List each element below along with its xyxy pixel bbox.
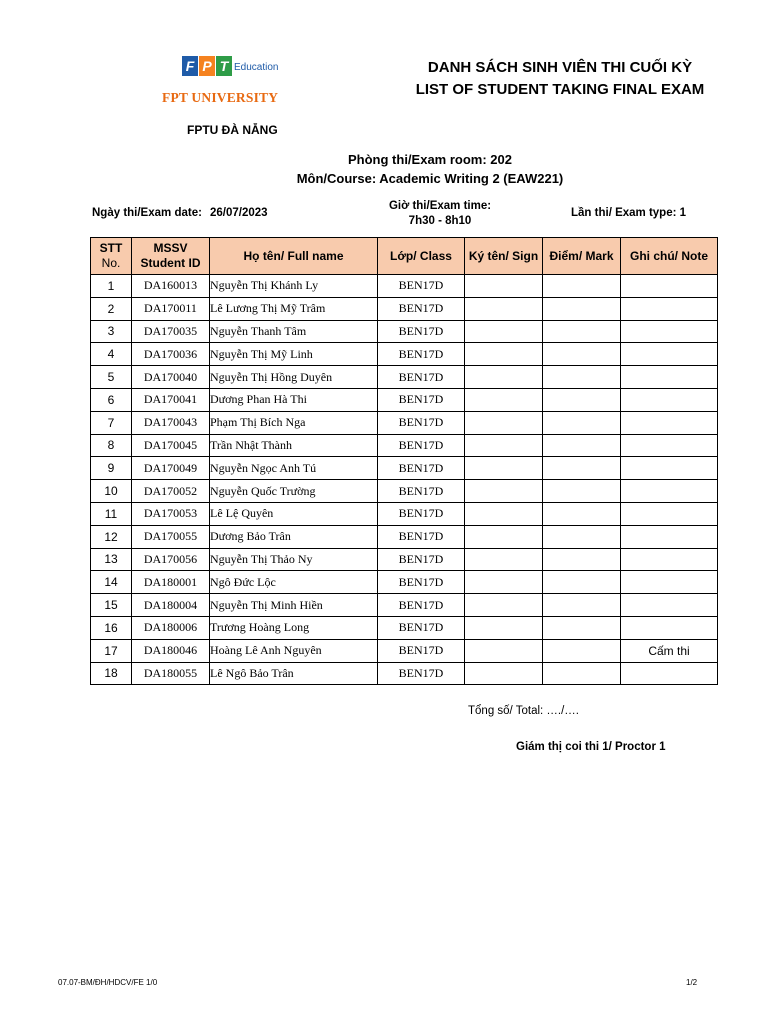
row-no-cell: 10 — [91, 480, 132, 503]
row-student-id-cell: DA170056 — [132, 548, 210, 571]
fpt-logo-blocks — [182, 56, 233, 78]
row-class-cell: BEN17D — [378, 480, 465, 503]
row-sign-cell — [465, 366, 543, 389]
row-student-id-cell: DA170040 — [132, 366, 210, 389]
col-header-full-name: Họ tên/ Full name — [210, 238, 378, 275]
row-mark-cell — [543, 662, 621, 685]
row-sign-cell — [465, 275, 543, 298]
row-note-cell — [621, 594, 718, 617]
row-no-cell: 5 — [91, 366, 132, 389]
row-note-cell — [621, 366, 718, 389]
table-row — [91, 320, 718, 343]
row-mark-cell — [543, 616, 621, 639]
row-note-cell — [621, 616, 718, 639]
row-note-cell — [621, 343, 718, 366]
row-student-id-cell: DA180001 — [132, 571, 210, 594]
table-row — [91, 616, 718, 639]
row-class-cell: BEN17D — [378, 502, 465, 525]
row-full-name-cell: Hoàng Lê Anh Nguyên — [210, 639, 378, 662]
row-mark-cell — [543, 434, 621, 457]
row-full-name-cell: Lê Lương Thị Mỹ Trâm — [210, 297, 378, 320]
row-sign-cell — [465, 525, 543, 548]
row-full-name-cell: Phạm Thị Bích Nga — [210, 411, 378, 434]
title-english: LIST OF STUDENT TAKING FINAL EXAM — [415, 81, 705, 98]
logo-block-f: F — [182, 56, 198, 76]
table-row — [91, 662, 718, 685]
row-class-cell: BEN17D — [378, 343, 465, 366]
table-row — [91, 343, 718, 366]
course-name: Môn/Course: Academic Writing 2 (EAW221) — [296, 171, 564, 186]
row-no-cell: 12 — [91, 525, 132, 548]
row-full-name-cell: Lê Lệ Quyên — [210, 502, 378, 525]
row-no-cell: 7 — [91, 411, 132, 434]
table-row — [91, 411, 718, 434]
row-student-id-cell: DA180046 — [132, 639, 210, 662]
exam-time-label: Giờ thi/Exam time: — [388, 200, 492, 212]
row-sign-cell — [465, 457, 543, 480]
row-class-cell: BEN17D — [378, 434, 465, 457]
row-full-name-cell: Nguyễn Ngọc Anh Tú — [210, 457, 378, 480]
exam-room: Phòng thi/Exam room: 202 — [348, 152, 512, 167]
proctor-signature-label: Giám thị coi thi 1/ Proctor 1 — [516, 741, 666, 753]
table-row — [91, 388, 718, 411]
row-no-cell: 3 — [91, 320, 132, 343]
row-class-cell: BEN17D — [378, 366, 465, 389]
row-no-cell: 16 — [91, 616, 132, 639]
row-sign-cell — [465, 343, 543, 366]
row-student-id-cell: DA170036 — [132, 343, 210, 366]
row-full-name-cell: Nguyễn Thị Khánh Ly — [210, 275, 378, 298]
row-class-cell: BEN17D — [378, 411, 465, 434]
row-full-name-cell: Trương Hoàng Long — [210, 616, 378, 639]
table-row — [91, 297, 718, 320]
col-header-class: Lớp/ Class — [378, 238, 465, 275]
logo-block-p: P — [199, 56, 215, 76]
row-mark-cell — [543, 275, 621, 298]
student-table — [90, 237, 718, 685]
row-note-cell — [621, 320, 718, 343]
row-note-cell — [621, 411, 718, 434]
row-note-cell — [621, 662, 718, 685]
row-class-cell: BEN17D — [378, 548, 465, 571]
table-row — [91, 525, 718, 548]
row-note-cell — [621, 457, 718, 480]
row-student-id-cell: DA180006 — [132, 616, 210, 639]
campus-name: FPTU ĐÀ NẴNG — [187, 123, 278, 137]
row-class-cell: BEN17D — [378, 639, 465, 662]
row-mark-cell — [543, 594, 621, 617]
table-row — [91, 275, 718, 298]
row-sign-cell — [465, 480, 543, 503]
row-mark-cell — [543, 366, 621, 389]
row-sign-cell — [465, 502, 543, 525]
row-class-cell: BEN17D — [378, 525, 465, 548]
total-count: Tổng số/ Total: …./…. — [468, 705, 580, 717]
row-mark-cell — [543, 571, 621, 594]
table-row — [91, 480, 718, 503]
row-mark-cell — [543, 639, 621, 662]
row-mark-cell — [543, 548, 621, 571]
row-student-id-cell: DA170055 — [132, 525, 210, 548]
row-mark-cell — [543, 320, 621, 343]
row-student-id-cell: DA170053 — [132, 502, 210, 525]
exam-time-value: 7h30 - 8h10 — [408, 215, 472, 227]
row-full-name-cell: Nguyễn Thanh Tâm — [210, 320, 378, 343]
row-no-cell: 6 — [91, 388, 132, 411]
row-full-name-cell: Lê Ngô Bảo Trân — [210, 662, 378, 685]
row-sign-cell — [465, 571, 543, 594]
row-student-id-cell: DA170041 — [132, 388, 210, 411]
table-header-row — [91, 238, 718, 275]
row-class-cell: BEN17D — [378, 457, 465, 480]
row-student-id-cell: DA170049 — [132, 457, 210, 480]
col-header-stt-line2: No. — [101, 256, 121, 270]
table-row — [91, 502, 718, 525]
row-note-cell — [621, 548, 718, 571]
row-full-name-cell: Nguyễn Thị Minh Hiền — [210, 594, 378, 617]
logo-block-t: T — [216, 56, 232, 76]
row-mark-cell — [543, 343, 621, 366]
row-no-cell: 1 — [91, 275, 132, 298]
row-class-cell: BEN17D — [378, 571, 465, 594]
row-note-cell — [621, 275, 718, 298]
col-header-sign: Ký tên/ Sign — [465, 238, 543, 275]
row-full-name-cell: Trần Nhật Thành — [210, 434, 378, 457]
row-mark-cell — [543, 525, 621, 548]
row-full-name-cell: Nguyễn Quốc Trường — [210, 480, 378, 503]
row-sign-cell — [465, 548, 543, 571]
table-row — [91, 594, 718, 617]
row-no-cell: 8 — [91, 434, 132, 457]
row-student-id-cell: DA170043 — [132, 411, 210, 434]
row-note-cell — [621, 388, 718, 411]
row-note-cell: Cấm thi — [621, 639, 718, 662]
exam-date-label: Ngày thi/Exam date: — [92, 207, 202, 219]
row-class-cell: BEN17D — [378, 320, 465, 343]
col-header-mark: Điểm/ Mark — [543, 238, 621, 275]
table-row — [91, 434, 718, 457]
logo-university-text: FPT UNIVERSITY — [162, 90, 279, 105]
row-note-cell — [621, 502, 718, 525]
row-full-name-cell: Nguyễn Thị Hồng Duyên — [210, 366, 378, 389]
row-note-cell — [621, 525, 718, 548]
row-sign-cell — [465, 662, 543, 685]
row-note-cell — [621, 480, 718, 503]
row-full-name-cell: Dương Bảo Trân — [210, 525, 378, 548]
row-note-cell — [621, 297, 718, 320]
col-header-student-id — [132, 238, 210, 275]
row-mark-cell — [543, 457, 621, 480]
exam-date-value: 26/07/2023 — [210, 207, 268, 219]
row-sign-cell — [465, 297, 543, 320]
col-header-id-line1: MSSV — [153, 241, 188, 255]
page-number: 1/2 — [686, 978, 698, 987]
row-sign-cell — [465, 616, 543, 639]
row-class-cell: BEN17D — [378, 662, 465, 685]
row-full-name-cell: Nguyễn Thị Mỹ Linh — [210, 343, 378, 366]
row-full-name-cell: Nguyễn Thị Thảo Ny — [210, 548, 378, 571]
row-student-id-cell: DA180055 — [132, 662, 210, 685]
table-row — [91, 639, 718, 662]
row-sign-cell — [465, 639, 543, 662]
row-note-cell — [621, 571, 718, 594]
row-sign-cell — [465, 388, 543, 411]
exam-type: Lần thi/ Exam type: 1 — [571, 207, 687, 219]
row-class-cell: BEN17D — [378, 275, 465, 298]
row-sign-cell — [465, 411, 543, 434]
row-class-cell: BEN17D — [378, 388, 465, 411]
row-sign-cell — [465, 434, 543, 457]
table-row — [91, 457, 718, 480]
row-no-cell: 9 — [91, 457, 132, 480]
row-class-cell: BEN17D — [378, 616, 465, 639]
row-no-cell: 15 — [91, 594, 132, 617]
row-student-id-cell: DA170052 — [132, 480, 210, 503]
row-no-cell: 4 — [91, 343, 132, 366]
row-mark-cell — [543, 480, 621, 503]
row-mark-cell — [543, 297, 621, 320]
row-full-name-cell: Ngô Đức Lộc — [210, 571, 378, 594]
row-student-id-cell: DA160013 — [132, 275, 210, 298]
row-student-id-cell: DA170011 — [132, 297, 210, 320]
row-no-cell: 17 — [91, 639, 132, 662]
row-sign-cell — [465, 594, 543, 617]
col-header-stt — [91, 238, 132, 275]
col-header-id-line2: Student ID — [140, 256, 201, 270]
col-header-stt-line1: STT — [99, 241, 123, 255]
row-class-cell: BEN17D — [378, 297, 465, 320]
table-row — [91, 571, 718, 594]
row-full-name-cell: Dương Phan Hà Thi — [210, 388, 378, 411]
row-mark-cell — [543, 411, 621, 434]
row-no-cell: 11 — [91, 502, 132, 525]
logo-education-text: Education — [234, 62, 279, 73]
row-no-cell: 2 — [91, 297, 132, 320]
row-no-cell: 14 — [91, 571, 132, 594]
row-note-cell — [621, 434, 718, 457]
row-no-cell: 13 — [91, 548, 132, 571]
title-vietnamese: DANH SÁCH SINH VIÊN THI CUỐI KỲ — [427, 59, 693, 76]
row-student-id-cell: DA180004 — [132, 594, 210, 617]
row-class-cell: BEN17D — [378, 594, 465, 617]
form-code: 07.07-BM/ĐH/HDCV/FE 1/0 — [58, 978, 158, 987]
row-student-id-cell: DA170045 — [132, 434, 210, 457]
table-row — [91, 366, 718, 389]
row-mark-cell — [543, 502, 621, 525]
col-header-note: Ghi chú/ Note — [621, 238, 718, 275]
fpt-university-logo — [162, 52, 302, 108]
table-row — [91, 548, 718, 571]
row-student-id-cell: DA170035 — [132, 320, 210, 343]
row-mark-cell — [543, 388, 621, 411]
row-no-cell: 18 — [91, 662, 132, 685]
row-sign-cell — [465, 320, 543, 343]
